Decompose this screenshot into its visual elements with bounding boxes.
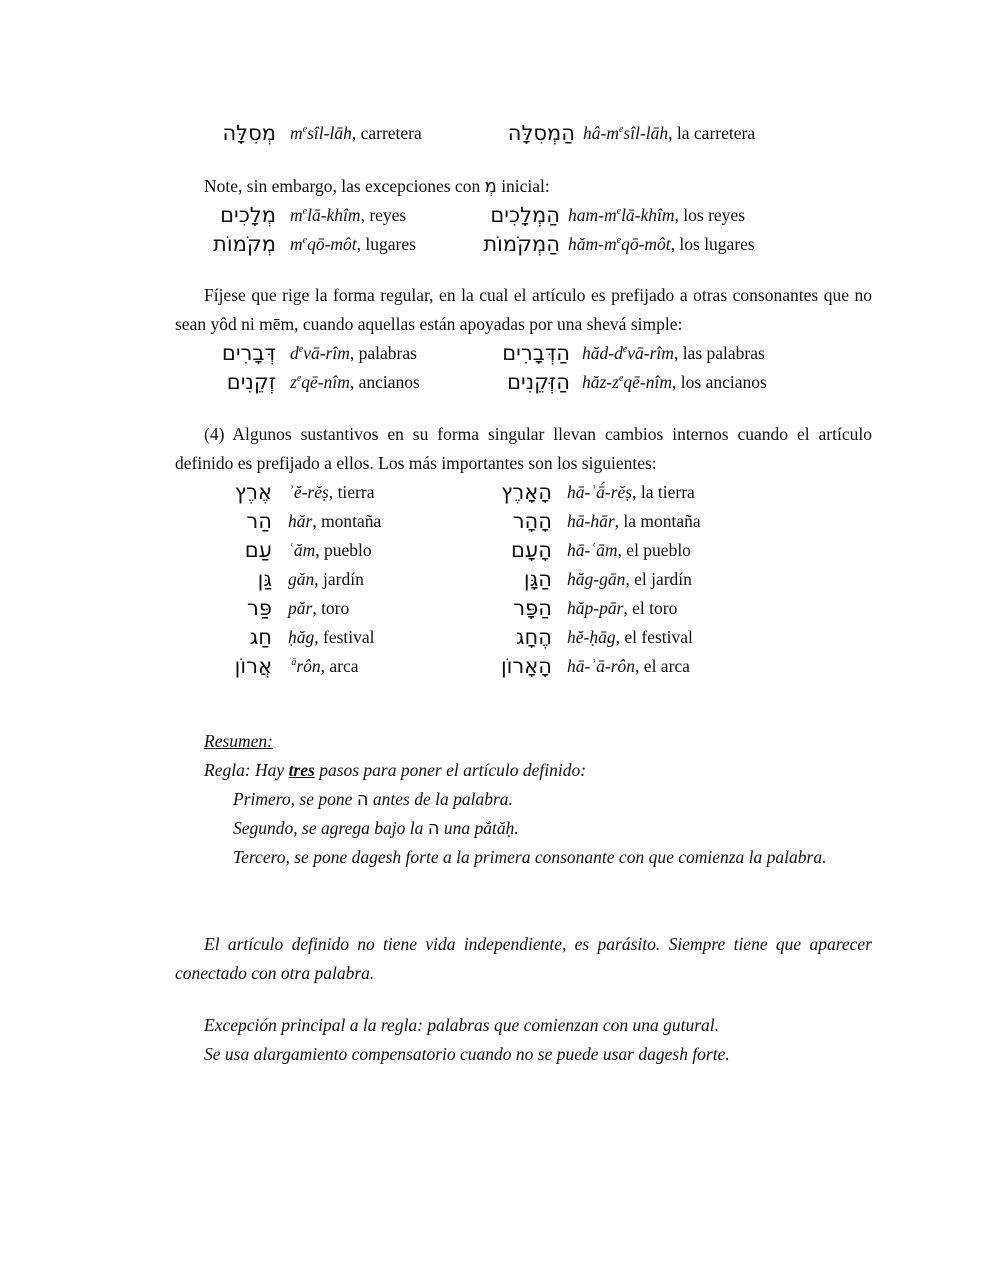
gloss: , el arca: [635, 656, 690, 676]
transliteration-with-article: [567, 538, 691, 562]
transliteration-italic: [567, 569, 625, 589]
transliteration: [290, 121, 422, 145]
transliteration-italic: [288, 511, 312, 531]
translit-sup: e: [298, 344, 304, 355]
translit-sup: e: [618, 124, 624, 135]
gloss: , jardín: [314, 569, 364, 589]
transliteration-italic: [567, 656, 635, 676]
step-text: Segundo, se agrega bajo la: [233, 818, 428, 838]
hebrew-word-with-article: הָהָר: [512, 509, 552, 533]
transliteration-with-article: [583, 121, 755, 145]
summary-step-3: Tercero, se pone dagesh forte a la primera consonante con que comienza la palabra.: [233, 847, 827, 867]
transliteration-italic: [290, 372, 350, 392]
transliteration-italic: [567, 627, 616, 647]
transliteration: [288, 538, 372, 562]
gloss: , ancianos: [349, 372, 420, 392]
transliteration-italic: [290, 234, 357, 254]
transliteration: [288, 625, 375, 649]
gloss: , los reyes: [674, 205, 746, 225]
translit-post: păr: [288, 598, 313, 618]
transliteration: [288, 480, 374, 504]
gloss: , la tierra: [632, 482, 695, 502]
gloss: , la montaña: [614, 511, 701, 531]
transliteration-with-article: [567, 480, 695, 504]
hebrew-word: אֲרוֹן: [234, 654, 272, 678]
translit-post: qē-nîm: [301, 372, 350, 392]
hebrew-letter: מְ: [484, 176, 497, 197]
hebrew-word: דְּבָרִים: [221, 341, 276, 365]
hebrew-letter: ה: [356, 789, 369, 810]
gloss: , las palabras: [673, 343, 765, 363]
hebrew-word-with-article: הַמְלָכִים: [490, 203, 560, 227]
transliteration-italic: [567, 540, 618, 560]
gloss: , arca: [320, 656, 359, 676]
paragraph-parasite: El artículo definido no tiene vida independiente, es parásito. Siempre tiene que aparecer conectado con otra palabra.: [175, 934, 872, 983]
hebrew-word: מְקֹמוֹת: [213, 232, 276, 256]
hebrew-word-with-article: הַגָּן: [523, 567, 552, 591]
exception-line-1: Excepción principal a la regla: palabras que comienzan con una gutural.: [204, 1015, 720, 1035]
transliteration-italic: [290, 343, 350, 363]
hebrew-word: מְלָכִים: [220, 203, 276, 227]
translit-post: ʾĕ-rĕṣ: [288, 482, 329, 502]
transliteration: [290, 370, 420, 394]
hebrew-word-with-article: הֶחָג: [515, 625, 552, 649]
translit-post: sîl-lāh: [307, 123, 352, 143]
transliteration-italic: [567, 482, 632, 502]
translit-sup: ʾă: [288, 657, 297, 668]
translit-post: hā-ʿām: [567, 540, 618, 560]
step-text-end: una pắtăḥ.: [439, 818, 519, 838]
translit-pre: d: [290, 343, 299, 363]
hebrew-word-with-article: הַמְקֹמוֹת: [483, 232, 560, 256]
translit-pre: hăm-m: [568, 234, 617, 254]
hebrew-word: גַּן: [257, 567, 272, 591]
hebrew-word: מְסִלָּה: [222, 121, 276, 145]
hebrew-word-with-article: הָאָרֶץ: [501, 480, 552, 504]
translit-post: hā-ʾā-rôn: [567, 656, 636, 676]
translit-post: qō-môt: [307, 234, 357, 254]
gloss: , carretera: [351, 123, 422, 143]
translit-post: vā-rîm: [303, 343, 350, 363]
transliteration-italic: [582, 372, 672, 392]
translit-pre: ham-m: [568, 205, 617, 225]
transliteration-italic: [582, 343, 674, 363]
transliteration-with-article: [582, 370, 767, 394]
transliteration: [290, 203, 406, 227]
rule-emphasis: tres: [288, 760, 315, 780]
gloss: , festival: [314, 627, 375, 647]
translit-post: lā-khîm: [307, 205, 361, 225]
rule-text-end: pasos para poner el artículo definido:: [314, 760, 587, 780]
translit-post: qō-môt: [621, 234, 671, 254]
translit-pre: hăz-z: [582, 372, 619, 392]
translit-sup: e: [622, 344, 628, 355]
translit-post: rôn: [296, 656, 321, 676]
translit-sup: e: [616, 206, 622, 217]
hebrew-letter: ה: [427, 818, 440, 839]
hebrew-word: הַר: [246, 509, 272, 533]
step-text-end: antes de la palabra.: [368, 789, 513, 809]
hebrew-word-with-article: הַפָּר: [513, 596, 552, 620]
translit-pre: hăd-d: [582, 343, 623, 363]
translit-post: sîl-lāh: [623, 123, 669, 143]
exception-line-2: Se usa alargamiento compensatorio cuando no se puede usar dagesh forte.: [204, 1044, 730, 1064]
translit-sup: e: [302, 124, 308, 135]
transliteration-italic: [288, 482, 329, 502]
transliteration-italic: [290, 205, 361, 225]
transliteration-italic: [568, 205, 675, 225]
gloss: , los lugares: [670, 234, 755, 254]
transliteration: [288, 567, 364, 591]
transliteration-italic: [288, 598, 312, 618]
transliteration-italic: [583, 123, 668, 143]
transliteration-with-article: [567, 596, 677, 620]
transliteration-with-article: [582, 341, 765, 365]
transliteration: [290, 232, 416, 256]
translit-post: hā-hār: [567, 511, 615, 531]
gloss: , tierra: [328, 482, 375, 502]
transliteration-italic: [568, 234, 671, 254]
translit-post: vā-rîm: [627, 343, 674, 363]
gloss: , el pueblo: [617, 540, 691, 560]
translit-post: găn: [288, 569, 315, 589]
translit-post: ḥăg: [288, 627, 315, 647]
transliteration-with-article: [567, 625, 693, 649]
transliteration-italic: [288, 569, 314, 589]
translit-sup: e: [616, 235, 622, 246]
gloss: , el jardín: [625, 569, 692, 589]
transliteration: [288, 596, 349, 620]
step-text: Primero, se pone: [233, 789, 357, 809]
translit-sup: e: [296, 373, 302, 384]
translit-post: lā-khîm: [621, 205, 675, 225]
translit-post: hăr: [288, 511, 313, 531]
hebrew-word-with-article: הַזְּקֵנִים: [507, 370, 570, 394]
transliteration-italic: [288, 540, 315, 560]
gloss: , el festival: [615, 627, 693, 647]
translit-pre: hâ-m: [583, 123, 619, 143]
gloss: , toro: [312, 598, 350, 618]
hebrew-word-with-article: הָעָם: [510, 538, 552, 562]
hebrew-word: חַג: [249, 625, 272, 649]
summary-step-2: [233, 816, 519, 841]
transliteration-with-article: [568, 203, 745, 227]
hebrew-word-with-article: הָאָרוֹן: [500, 654, 552, 678]
note-text-end: inicial:: [496, 176, 550, 196]
translit-post: ʿăm: [288, 540, 316, 560]
translit-sup: e: [618, 373, 624, 384]
gloss: , reyes: [360, 205, 407, 225]
transliteration-italic: [288, 627, 314, 647]
gloss: , pueblo: [315, 540, 372, 560]
summary-step-1: [233, 787, 513, 812]
translit-post: hā-ʾā́-rĕṣ: [567, 482, 633, 502]
gloss: , palabras: [349, 343, 417, 363]
hebrew-word-with-article: הַמְסִלָּה: [507, 121, 575, 145]
summary-title: Resumen:: [204, 731, 274, 751]
transliteration-with-article: [567, 654, 690, 678]
note-text: Note, sin embargo, las excepciones con: [204, 176, 485, 196]
transliteration-italic: [567, 511, 615, 531]
transliteration-italic: [290, 123, 352, 143]
transliteration-italic: [567, 598, 623, 618]
hebrew-word: אֶרֶץ: [234, 480, 272, 504]
paragraph-regular-form: Fíjese que rige la forma regular, en la cual el artículo es prefijado a otras consonantes que no sean yôd ni mēm, cuando aquellas están apoyadas por una shevá simple:: [175, 285, 872, 334]
hebrew-word: זְקֵנִים: [226, 370, 276, 394]
transliteration: [288, 509, 381, 533]
summary-rule: [204, 758, 586, 782]
translit-pre: m: [290, 123, 303, 143]
translit-post: qē-nîm: [623, 372, 673, 392]
transliteration: [290, 341, 417, 365]
gloss: , lugares: [356, 234, 416, 254]
gloss: , los ancianos: [672, 372, 767, 392]
note-line: [204, 174, 550, 199]
hebrew-word: עַם: [244, 538, 272, 562]
translit-pre: m: [290, 234, 303, 254]
gloss: , montaña: [312, 511, 382, 531]
gloss: , la carretera: [668, 123, 756, 143]
translit-sup: e: [302, 235, 308, 246]
transliteration-with-article: [567, 567, 692, 591]
translit-post: hăg-gān: [567, 569, 626, 589]
gloss: , el toro: [623, 598, 678, 618]
transliteration-with-article: [567, 509, 701, 533]
translit-post: hĕ-ḥāg: [567, 627, 616, 647]
paragraph-internal-changes: (4) Algunos sustantivos en su forma singular llevan cambios internos cuando el artículo definido es prefijado a ellos. Los más importantes son los siguientes:: [175, 424, 872, 473]
translit-post: hăp-pār: [567, 598, 624, 618]
hebrew-word: פַּר: [247, 596, 272, 620]
rule-text: Regla: Hay: [204, 760, 289, 780]
transliteration-with-article: [568, 232, 755, 256]
translit-pre: m: [290, 205, 303, 225]
hebrew-word-with-article: הַדְּבָרִים: [502, 341, 570, 365]
translit-sup: e: [302, 206, 308, 217]
transliteration-italic: [288, 656, 321, 676]
translit-pre: z: [290, 372, 297, 392]
transliteration: [288, 654, 359, 678]
